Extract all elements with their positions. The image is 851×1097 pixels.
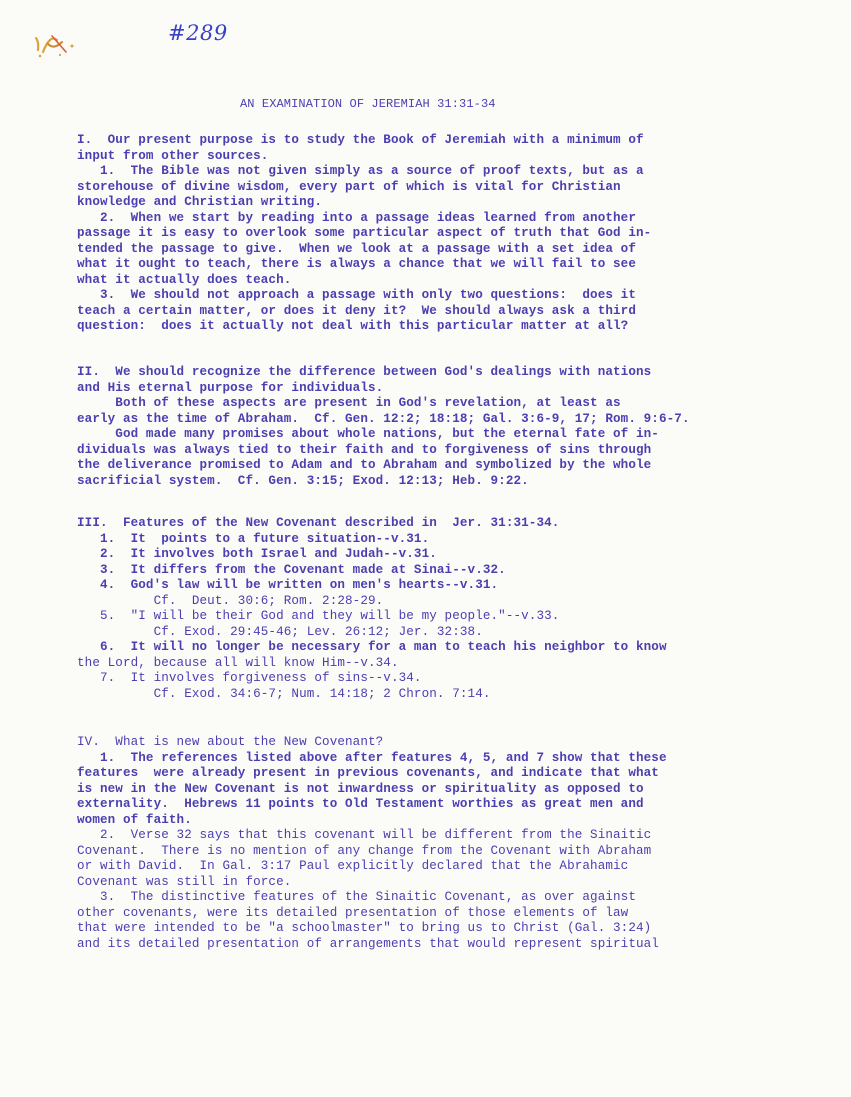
section-2 [77,365,777,489]
section-4-line: other covenants, were its detailed presentation of those elements of law [77,905,629,920]
section-3-line: Cf. Exod. 29:45-46; Lev. 26:12; Jer. 32:38. [77,624,483,639]
handwritten-mark [30,28,82,64]
section-3-line: 2. It involves both Israel and Judah--v.31. [77,547,437,561]
page-title: AN EXAMINATION OF JEREMIAH 31:31-34 [240,97,496,111]
section-2-line: Both of these aspects are present in God's revelation, at least as [77,396,621,410]
section-3-line: 6. It will no longer be necessary for a man to teach his neighbor to know [77,640,667,654]
section-1-line: 3. We should not approach a passage with only two questions: does it [77,288,636,302]
section-1-line: what it ought to teach, there is always a chance that we will fail to see [77,257,636,271]
section-2-line: sacrificial system. Cf. Gen. 3:15; Exod. 12:13; Heb. 9:22. [77,473,529,488]
section-3-line: 5. "I will be their God and they will be my people."--v.33. [77,609,560,623]
section-1-line: knowledge and Christian writing. [77,195,323,209]
section-4-line: women of faith. [77,812,192,827]
section-4-line: is new in the New Covenant is not inwardness or spirituality as opposed to [77,781,644,796]
section-4-line: externality. Hebrews 11 points to Old Testament worthies as great men and [77,797,644,811]
section-2-line: dividuals was always tied to their faith and to forgiveness of sins through [77,442,652,457]
section-4-line: 1. The references listed above after features 4, 5, and 7 show that these [77,750,667,765]
section-1-line: teach a certain matter, or does it deny it? We should always ask a third [77,303,636,318]
section-1-line: passage it is easy to overlook some particular aspect of truth that God in- [77,226,652,240]
section-3-line: 3. It differs from the Covenant made at Sinai--v.32. [77,562,506,577]
section-1-line: storehouse of divine wisdom, every part of which is vital for Christian [77,179,621,194]
section-4-line: that were intended to be "a schoolmaster" to bring us to Christ (Gal. 3:24) [77,921,652,935]
section-4-line: Covenant. There is no mention of any change from the Covenant with Abraham [77,843,652,858]
section-1-line: tended the passage to give. When we look at a passage with a set idea of [77,241,636,256]
section-2-line: God made many promises about whole nations, but the eternal fate of in- [77,427,659,441]
section-4-line: 3. The distinctive features of the Sinaitic Covenant, as over against [77,890,636,904]
section-2-line: early as the time of Abraham. Cf. Gen. 12:2; 18:18; Gal. 3:6-9, 17; Rom. 9:6-7. [77,411,690,426]
section-3-line: 7. It involves forgiveness of sins--v.34. [77,671,422,685]
section-1-line: 1. The Bible was not given simply as a source of proof texts, but as a [77,164,644,178]
section-1 [77,133,777,335]
section-3-line: 4. God's law will be written on men's hearts--v.31. [77,578,499,592]
section-4-line: Covenant was still in force. [77,874,292,889]
section-4 [77,735,777,952]
section-4-line: or with David. In Gal. 3:17 Paul explicitly declared that the Abrahamic [77,859,629,873]
section-4-line: and its detailed presentation of arrangements that would represent spiritual [77,936,659,951]
section-4-line: features were already present in previous covenants, and indicate that what [77,766,659,780]
section-4-line: 2. Verse 32 says that this covenant will be different from the Sinaitic [77,828,652,842]
section-1-line: input from other sources. [77,148,269,163]
section-3-line: III. Features of the New Covenant described in Jer. 31:31-34. [77,516,560,530]
section-2-line: the deliverance promised to Adam and to Abraham and symbolized by the whole [77,458,652,472]
section-3-line: Cf. Exod. 34:6-7; Num. 14:18; 2 Chron. 7:14. [77,686,491,701]
section-1-line: question: does it actually not deal with this particular matter at all? [77,319,629,333]
section-3 [77,516,777,702]
section-2-line: II. We should recognize the difference between God's dealings with nations [77,365,652,379]
section-1-line: 2. When we start by reading into a passage ideas learned from another [77,210,636,225]
section-2-line: and His eternal purpose for individuals. [77,380,384,395]
document-number: #289 [168,21,228,45]
section-3-line: 1. It points to a future situation--v.31. [77,531,430,546]
section-1-line: I. Our present purpose is to study the Book of Jeremiah with a minimum of [77,133,644,147]
section-3-line: Cf. Deut. 30:6; Rom. 2:28-29. [77,593,384,608]
section-4-line: IV. What is new about the New Covenant? [77,735,384,749]
section-1-line: what it actually does teach. [77,272,292,287]
section-3-line: the Lord, because all will know Him--v.34. [77,655,399,670]
